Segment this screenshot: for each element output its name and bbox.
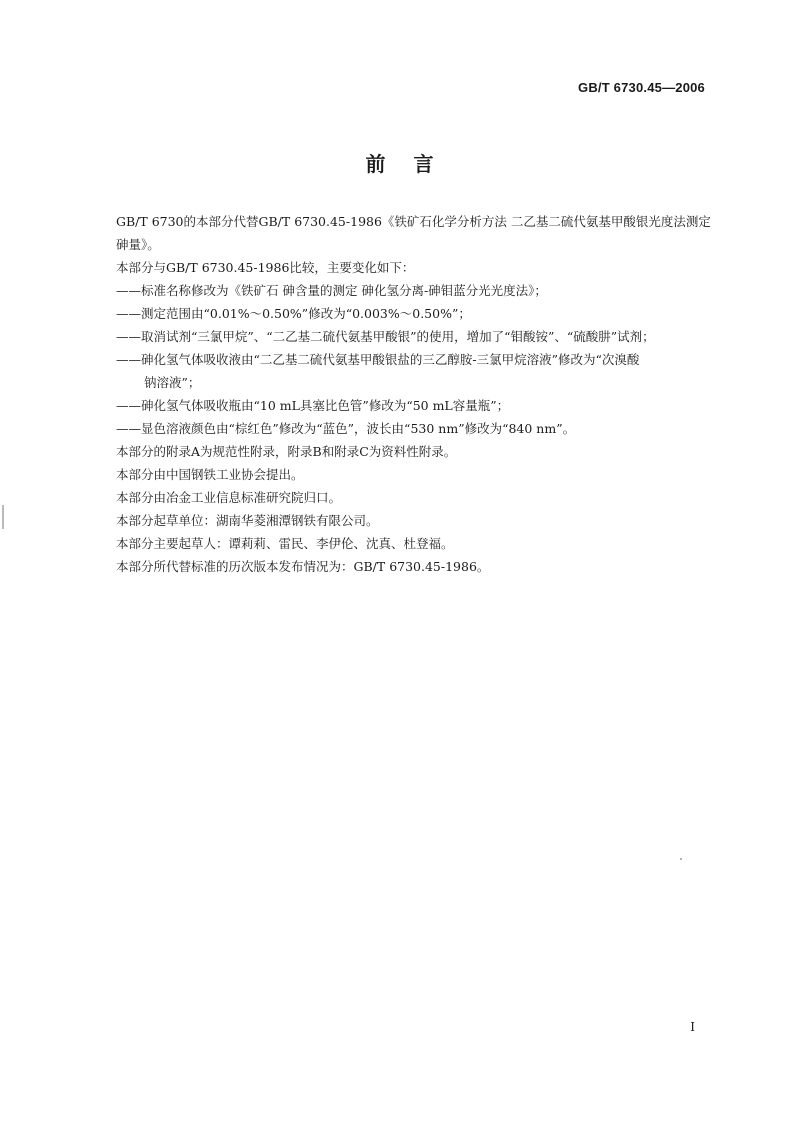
paragraph-history: 本部分所代替标准的历次版本发布情况为：GB/T 6730.45-1986。 — [116, 559, 490, 574]
change-item-reagents: ——取消试剂“三氯甲烷”、“二乙基二硫代氨基甲酸银”的使用，增加了“钼酸铵”、“硫酸肼”试剂； — [116, 329, 655, 344]
paragraph-annexes: 本部分的附录A为规范性附录，附录B和附录C为资料性附录。 — [116, 444, 457, 459]
paragraph-replacement: GB/T 6730的本部分代替GB/T 6730.45-1986《铁矿石化学分析方法 二乙基二硫代氨基甲酸银光度法测定砷量》。 — [116, 214, 711, 252]
paragraph-proposer: 本部分由中国钢铁工业协会提出。 — [116, 467, 304, 482]
change-item-bottle: ——砷化氢气体吸收瓶由“10 mL具塞比色管”修改为“50 mL容量瓶”； — [116, 398, 510, 413]
change-item-color: ——显色溶液颜色由“棕红色”修改为“蓝色”，波长由“530 nm”修改为“840 nm”。 — [116, 421, 576, 436]
paragraph-changes-intro: 本部分与GB/T 6730.45-1986比较，主要变化如下： — [116, 260, 415, 275]
change-item-range: ——测定范围由“0.01%～0.50%”修改为“0.003%～0.50%”； — [116, 306, 471, 321]
change-item-absorbent-cont: 钠溶液”； — [144, 375, 201, 390]
paragraph-centralized: 本部分由冶金工业信息标准研究院归口。 — [116, 490, 342, 505]
scan-edge-mark — [2, 505, 4, 529]
paragraph-drafters: 本部分主要起草人：谭莉莉、雷民、李伊伦、沈真、杜登福。 — [116, 536, 454, 551]
change-item-name: ——标准名称修改为《铁矿石 砷含量的测定 砷化氢分离-砷钼蓝分光光度法》； — [116, 283, 547, 298]
standard-code: GB/T 6730.45—2006 — [578, 80, 705, 95]
scan-speck — [680, 858, 682, 860]
foreword-body — [116, 210, 716, 578]
change-item-absorbent: ——砷化氢气体吸收液由“二乙基二硫代氨基甲酸银盐的三乙醇胺-三氯甲烷溶液”修改为“次溴酸 — [116, 352, 640, 367]
page-title: 前言 — [365, 152, 462, 176]
paragraph-drafting-unit: 本部分起草单位：湖南华菱湘潭钢铁有限公司。 — [116, 513, 379, 528]
page-number: I — [690, 1020, 695, 1034]
